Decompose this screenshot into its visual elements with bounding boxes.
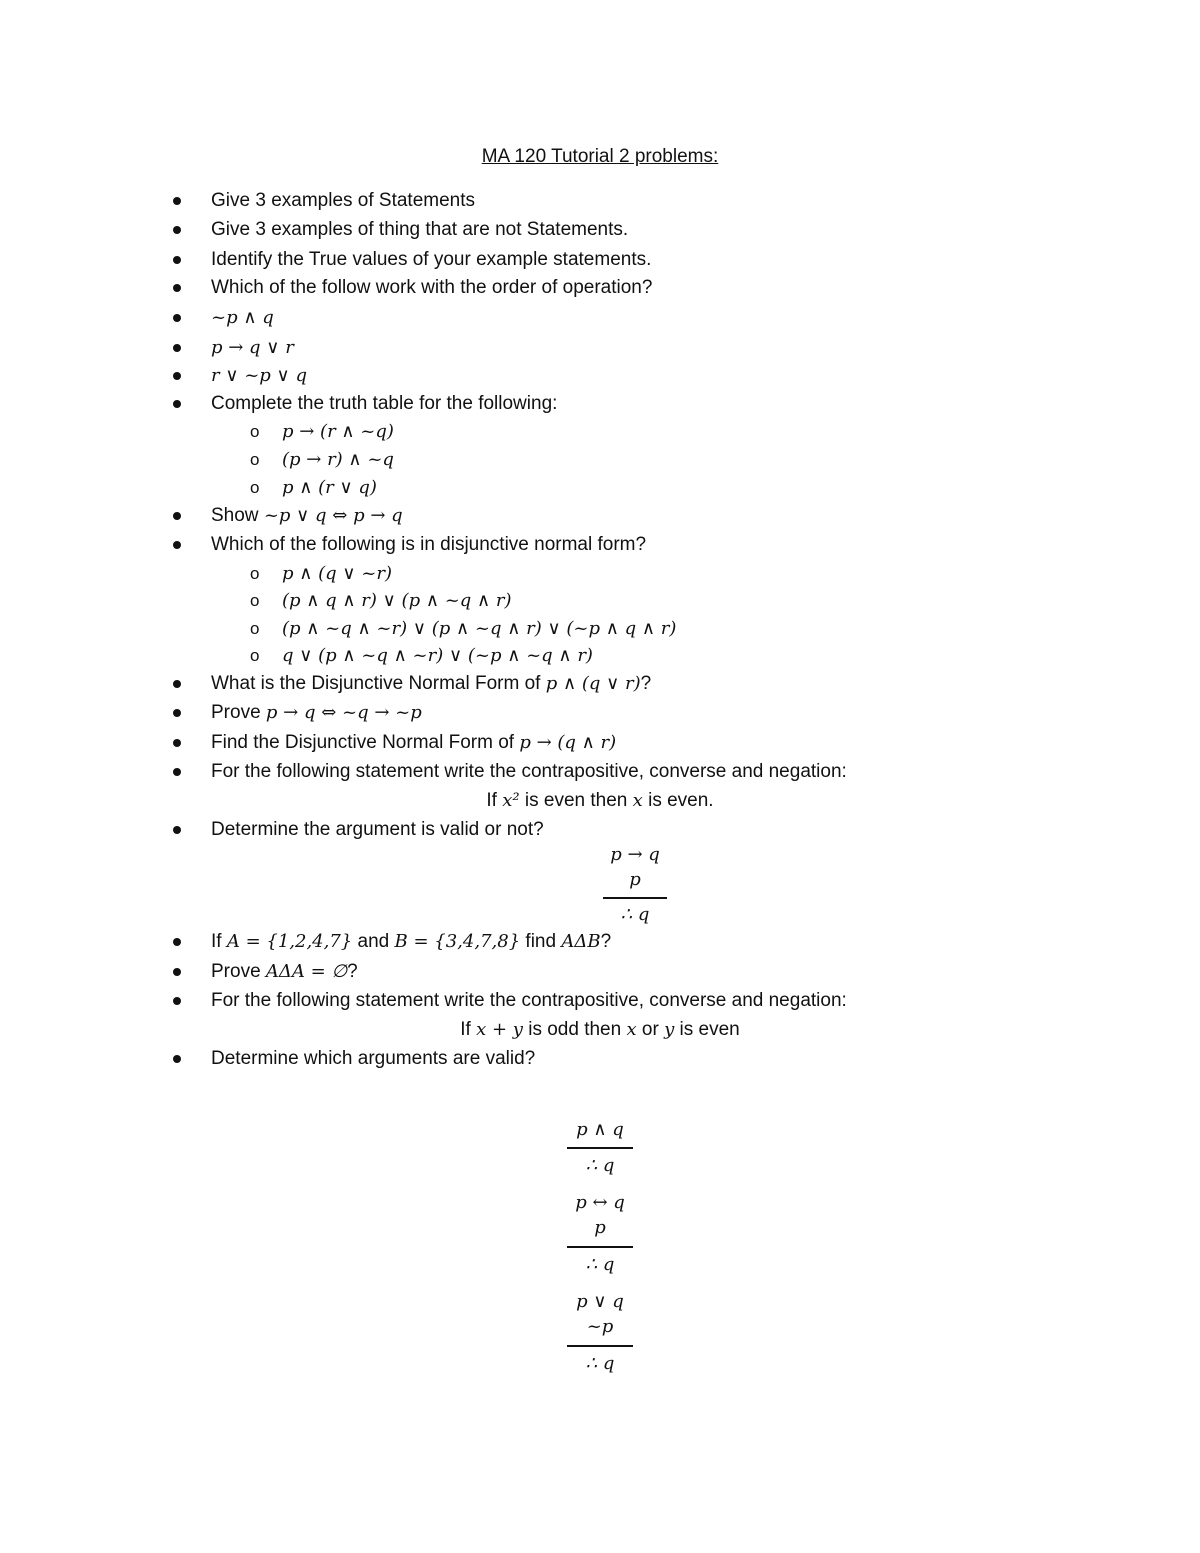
sub-item-math: p → (r ∧ ~q) — [282, 421, 394, 442]
premise: ~p — [586, 1316, 614, 1337]
list-item: Give 3 examples of Statements — [211, 190, 476, 211]
list-item: Determine the argument is valid or not? — [211, 819, 544, 840]
list-item-math: r ∨ ~p ∨ q — [211, 365, 307, 386]
argument-rule — [567, 1246, 633, 1248]
bullet-icon — [173, 997, 181, 1005]
list-item: Which of the follow work with the order of operation? — [211, 277, 653, 298]
sub-bullet-icon: o — [250, 646, 260, 665]
list-item: Complete the truth table for the following: — [211, 393, 558, 414]
sub-item-math: q ∨ (p ∧ ~q ∧ ~r) ∨ (~p ∧ ~q ∧ r) — [282, 645, 593, 666]
argument-rule — [567, 1147, 633, 1149]
premise: p ∧ q — [576, 1119, 624, 1140]
bullet-icon — [173, 1055, 181, 1063]
list-item: What is the Disjunctive Normal Form of p ∧ (q ∨ r)? — [211, 673, 652, 694]
bullet-icon — [173, 197, 181, 205]
conclusion: ∴ q — [585, 1254, 615, 1275]
sub-item-math: p ∧ (r ∨ q) — [282, 477, 377, 498]
premise: p ↔ q — [575, 1192, 625, 1213]
sub-bullet-icon: o — [250, 564, 260, 583]
page-title: MA 120 Tutorial 2 problems: — [481, 146, 719, 167]
list-item: Give 3 examples of thing that are not Statements. — [211, 219, 629, 240]
centered-statement: If x + y is odd then x or y is even — [460, 1019, 740, 1040]
bullet-icon — [173, 256, 181, 264]
bullet-icon — [173, 709, 181, 717]
argument-rule — [603, 897, 667, 899]
sub-bullet-icon: o — [250, 450, 260, 469]
sub-bullet-icon: o — [250, 619, 260, 638]
argument-rule — [567, 1345, 633, 1347]
list-item: Find the Disjunctive Normal Form of p → (q ∧ r) — [211, 732, 617, 753]
bullet-icon — [173, 344, 181, 352]
premise: p → q — [610, 844, 660, 865]
bullet-icon — [173, 372, 181, 380]
conclusion: ∴ q — [585, 1155, 615, 1176]
bullet-icon — [173, 284, 181, 292]
bullet-icon — [173, 314, 181, 322]
conclusion: ∴ q — [620, 904, 650, 925]
list-item: Show ~p ∨ q ⇔ p → q — [211, 505, 403, 526]
list-item: Which of the following is in disjunctive normal form? — [211, 534, 647, 555]
sub-item-math: p ∧ (q ∨ ~r) — [282, 563, 393, 584]
premise: p ∨ q — [576, 1291, 624, 1312]
sub-bullet-icon: o — [250, 422, 260, 441]
conclusion: ∴ q — [585, 1353, 615, 1374]
sub-item-math: (p → r) ∧ ~q — [282, 449, 394, 470]
bullet-icon — [173, 739, 181, 747]
list-item: Identify the True values of your example statements. — [211, 249, 652, 270]
list-item: For the following statement write the contrapositive, converse and negation: — [211, 761, 847, 782]
list-item-math: p → q ∨ r — [211, 337, 294, 358]
list-item-math: ~p ∧ q — [211, 307, 274, 328]
list-item: Prove AΔA = ∅? — [211, 961, 358, 982]
list-item: Determine which arguments are valid? — [211, 1048, 536, 1069]
centered-statement: If x² is even then x is even. — [486, 790, 714, 811]
bullet-icon — [173, 226, 181, 234]
sub-item-math: (p ∧ q ∧ r) ∨ (p ∧ ~q ∧ r) — [282, 590, 512, 611]
bullet-icon — [173, 512, 181, 520]
bullet-icon — [173, 768, 181, 776]
sub-item-math: (p ∧ ~q ∧ ~r) ∨ (p ∧ ~q ∧ r) ∨ (~p ∧ q ∧ r) — [282, 618, 677, 639]
bullet-icon — [173, 826, 181, 834]
list-item: For the following statement write the contrapositive, converse and negation: — [211, 990, 847, 1011]
premise: p — [594, 1217, 606, 1238]
list-item: If A = {1,2,4,7} and B = {3,4,7,8} find AΔB? — [211, 931, 612, 952]
sub-bullet-icon: o — [250, 478, 260, 497]
bullet-icon — [173, 968, 181, 976]
bullet-icon — [173, 680, 181, 688]
bullet-icon — [173, 938, 181, 946]
premise: p — [629, 869, 641, 890]
bullet-icon — [173, 400, 181, 408]
bullet-icon — [173, 541, 181, 549]
list-item: Prove p → q ⇔ ~q → ~p — [211, 702, 422, 723]
sub-bullet-icon: o — [250, 591, 260, 610]
